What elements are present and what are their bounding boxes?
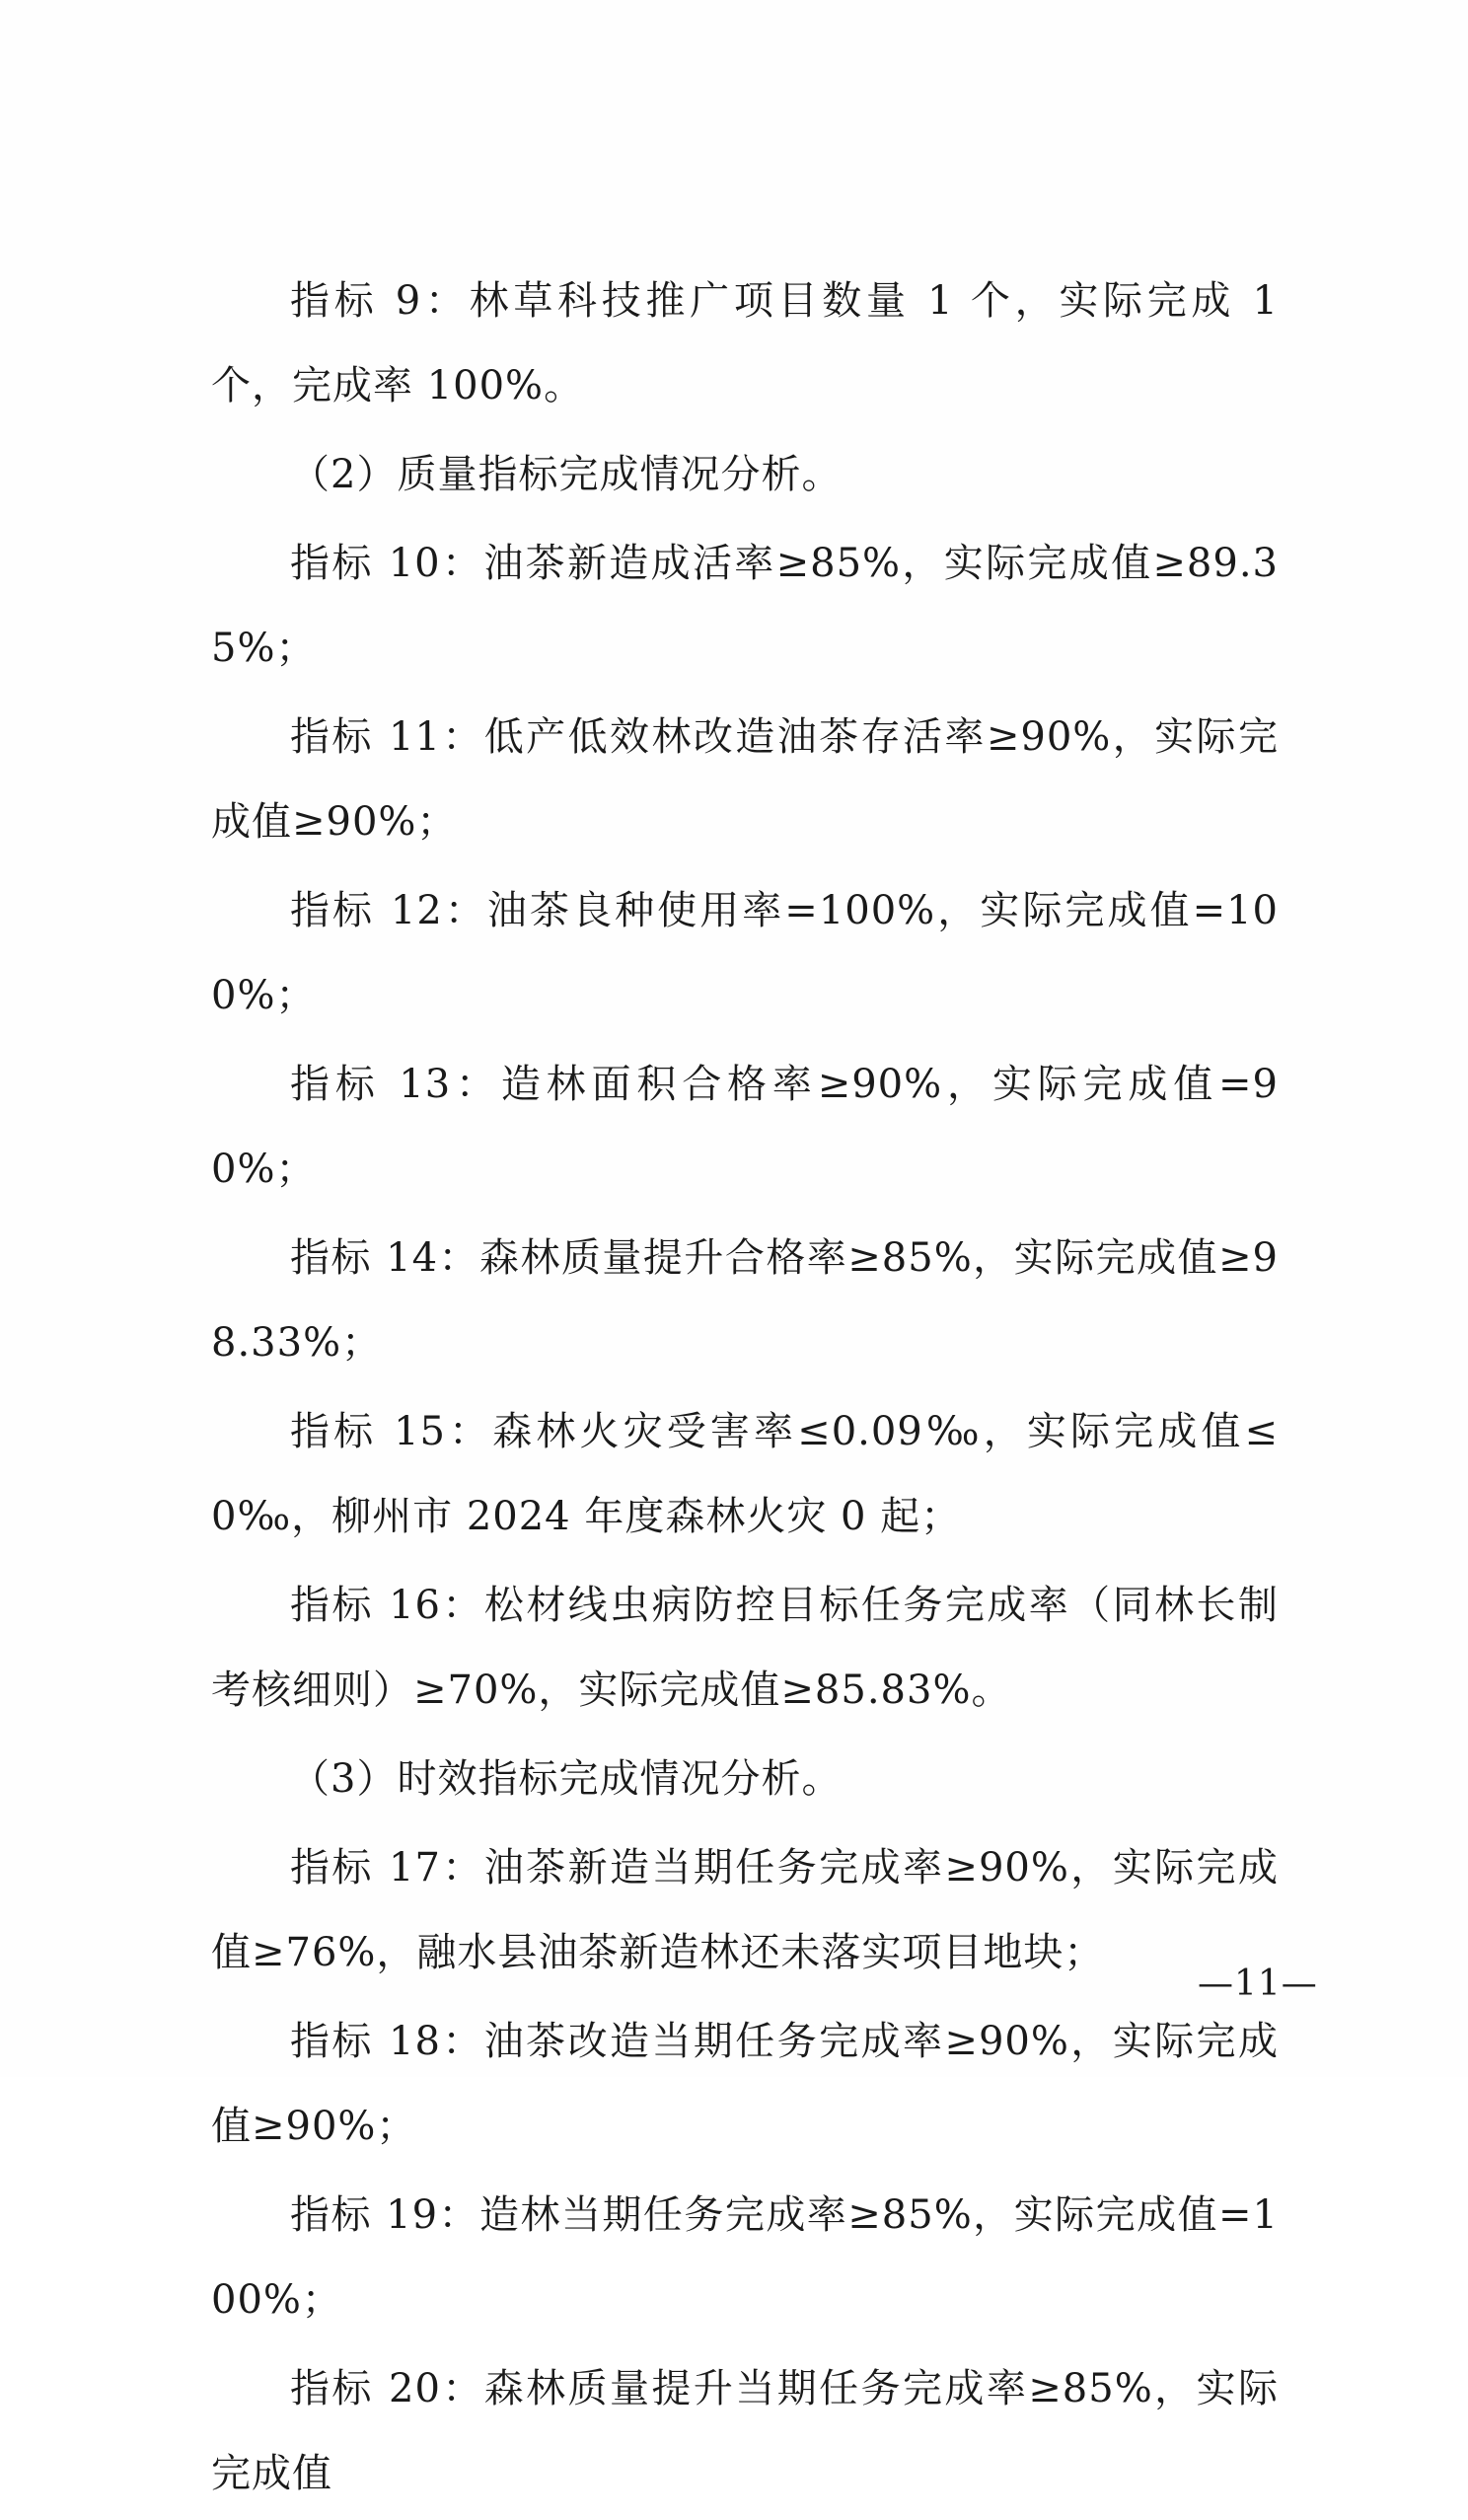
section-heading-quality: （2）质量指标完成情况分析。 <box>290 452 843 497</box>
body-text <box>211 259 1279 2520</box>
paragraph-indicator-10: 指标 10：油茶新造成活率≥85%，实际完成值≥89.35%； <box>211 541 1279 671</box>
section-heading-timeliness: （3）时效指标完成情况分析。 <box>290 1756 843 1802</box>
paragraph-indicator-17: 指标 17：油茶新造当期任务完成率≥90%，实际完成值≥76%，融水县油茶新造林还未落实项目地块； <box>211 1845 1279 1975</box>
paragraph-indicator-20: 指标 20：森林质量提升当期任务完成率≥85%，实际完成值 <box>211 2366 1279 2496</box>
paragraph-indicator-19: 指标 19：造林当期任务完成率≥85%，实际完成值=100%； <box>211 2192 1279 2323</box>
paragraph-indicator-18: 指标 18：油茶改造当期任务完成率≥90%，实际完成值≥90%； <box>211 2019 1279 2149</box>
paragraph-indicator-9: 指标 9：林草科技推广项目数量 1 个，实际完成 1 个，完成率 100%。 <box>211 278 1279 408</box>
page-number: —11— <box>1198 1964 1318 2004</box>
paragraph-indicator-12: 指标 12：油茶良种使用率=100%，实际完成值=100%； <box>211 888 1279 1018</box>
paragraph-indicator-11: 指标 11：低产低效林改造油茶存活率≥90%，实际完成值≥90%； <box>211 714 1279 845</box>
paragraph-indicator-15: 指标 15：森林火灾受害率≤0.09‰，实际完成值≤0‰，柳州市 2024 年度森林火灾 0 起； <box>211 1409 1279 1539</box>
paragraph-indicator-14: 指标 14：森林质量提升合格率≥85%，实际完成值≥98.33%； <box>211 1235 1279 1366</box>
paragraph-indicator-16: 指标 16：松材线虫病防控目标任务完成率（同林长制考核细则）≥70%，实际完成值≥85.83%。 <box>211 1583 1279 1713</box>
paragraph-indicator-13: 指标 13：造林面积合格率≥90%，实际完成值=90%； <box>211 1062 1279 1192</box>
